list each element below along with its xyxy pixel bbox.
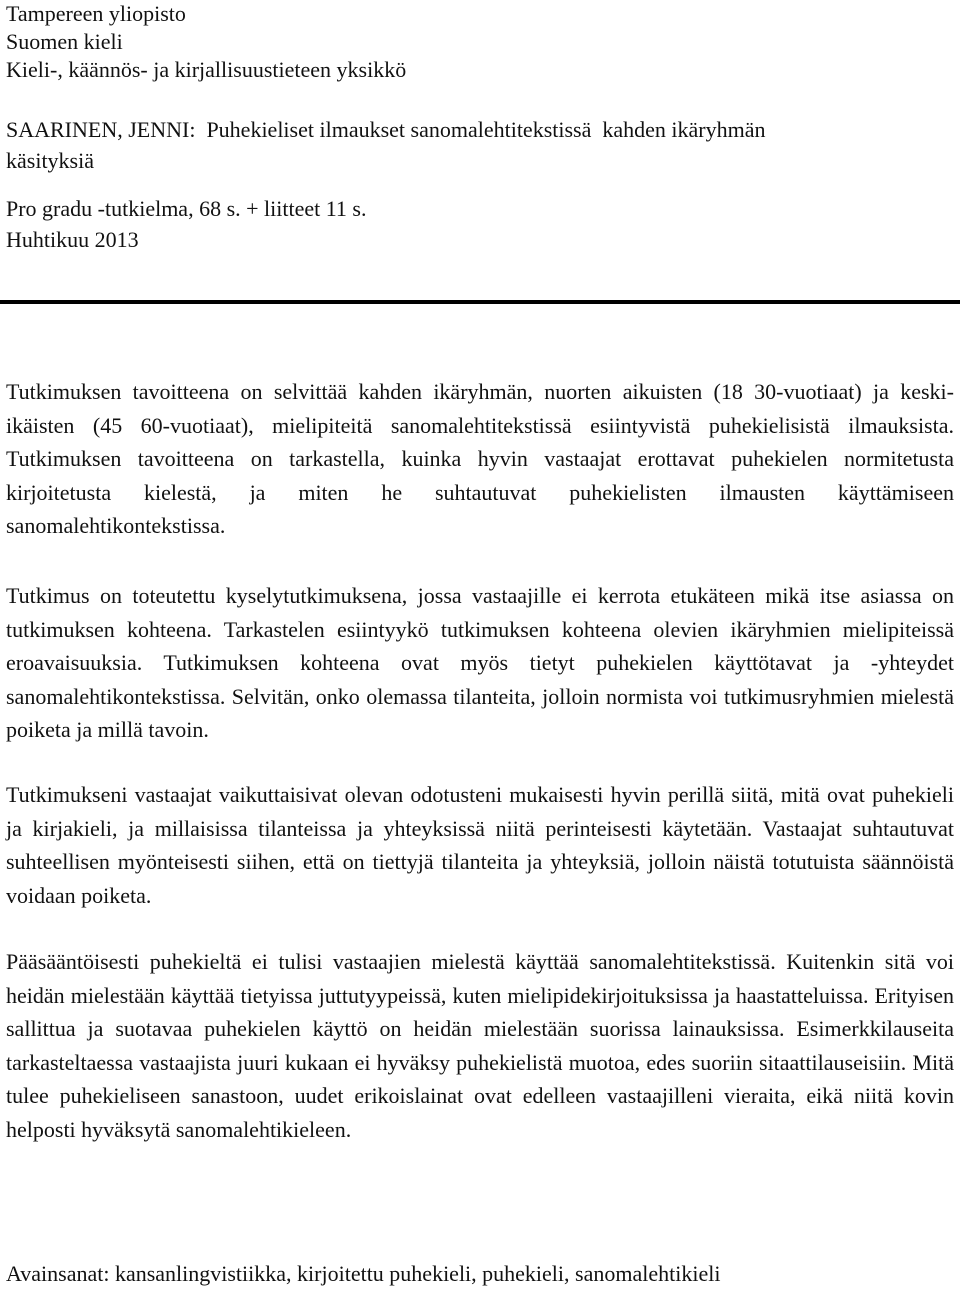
abstract-paragraph-3: Tutkimukseni vastaajat vaikuttaisivat olevan odotusteni mukaisesti hyvin perillä siitä, mitä ovat puhekieli ja kirjakieli, ja millaisissa tilanteissa ja yhteyksissä niitä perinteisesti käytetään. Vastaajat suhtautuvat suhteellisen myönteisesti siihen, että on tiettyjä tilanteita ja yhteyksiä, jolloin näistä totutuista säännöistä voidaan poiketa. <box>6 782 954 908</box>
university-name: Tampereen yliopisto <box>6 1 186 26</box>
abstract-paragraph-4: Pääsääntöisesti puhekieltä ei tulisi vastaajien mielestä käyttää sanomalehtitekstissä. Kuitenkin sitä voi heidän mielestään käyttää tietyissa juttutyypeissä, kuten mielipidekirjoituksissa ja haastatteluissa. Erityisen sallittua ja suotavaa puhekielen käyttö on heidän mielestään suorissa lainauksissa. Esimerkkilauseita tarkasteltaessa vastaajista juuri kukaan ei hyväksy puhekielistä muotoa, edes suoriin sitaattilauseisiin. Mitä tulee puhekieliseen sanastoon, uudet erikoislainat ovat edelleen vastaajilleni vieraita, eikä niitä kovin helposti hyväksytä sanomalehtikieleen. <box>6 949 954 1142</box>
abstract-paragraph-2: Tutkimus on toteutettu kyselytutkimuksena, jossa vastaajille ei kerrota etukäteen mikä itse asiassa on tutkimuksen kohteena. Tarkastelen esiintyykö tutkimuksen kohteena olevien ikäryhmien mielipiteissä eroavaisuuksia. Tutkimuksen kohteena ovat myös tietyt puhekielen käyttötavat ja -yhteydet sanomalehtikontekstissa. Selvitän, onko olemassa tilanteita, jolloin normista voi tutkimusryhmien mielestä poiketa ja millä tavoin. <box>6 583 954 742</box>
institution-header <box>6 0 946 84</box>
keywords-line: Avainsanat: kansanlingvistiikka, kirjoitettu puhekieli, puhekieli, sanomalehtikieli <box>6 1261 721 1286</box>
thesis-type: Pro gradu -tutkielma, 68 s. + liitteet 11 s. <box>6 196 367 221</box>
thesis-title-block <box>6 114 946 176</box>
subject-name: Suomen kieli <box>6 29 123 54</box>
thesis-date: Huhtikuu 2013 <box>6 227 139 252</box>
thesis-info-block <box>6 193 946 255</box>
thesis-title-line-1: SAARINEN, JENNI: Puhekieliset ilmaukset sanomalehtitekstissä kahden ikäryhmän <box>6 117 766 142</box>
abstract-paragraph-1: Tutkimuksen tavoitteena on selvittää kahden ikäryhmän, nuorten aikuisten (18 30-vuotiaat) ja keski-ikäisten (45 60-vuotiaat), mielipiteitä sanomalehtitekstissä esiintyvistä puhekielisistä ilmauksista. Tutkimuksen tavoitteena on tarkastella, kuinka hyvin vastaajat erottavat puhekielen normitetusta kirjoitetusta kielestä, ja miten he suhtautuvat puhekielisten ilmausten käyttämiseen sanomalehtikontekstissa. <box>6 379 954 538</box>
unit-name: Kieli-, käännös- ja kirjallisuustieteen yksikkö <box>6 57 407 82</box>
thesis-title-line-2: käsityksiä <box>6 148 94 173</box>
horizontal-divider <box>0 300 960 304</box>
